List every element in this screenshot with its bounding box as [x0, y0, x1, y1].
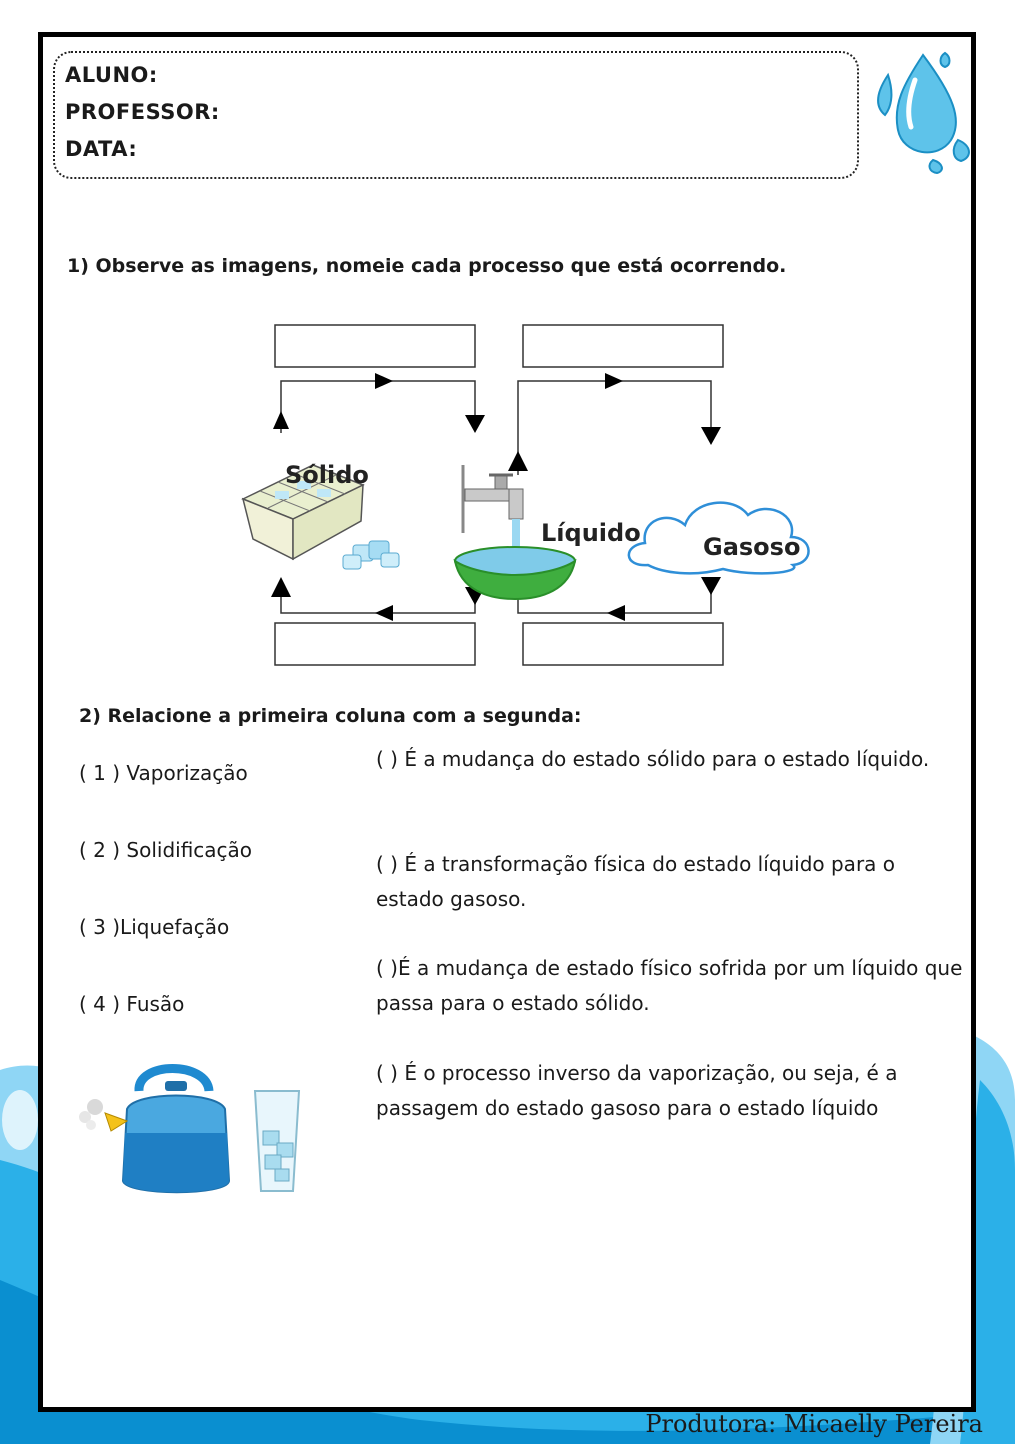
description-4[interactable]: ( ) É o processo inverso da vaporização, ou seja, é a passagem do estado gasoso para o estado líquido [376, 1061, 898, 1120]
arrow-loop-top-right [518, 381, 711, 475]
answer-box-bottom-right[interactable] [523, 623, 723, 665]
arrow-loop-top-left [281, 381, 475, 433]
teacher-label: PROFESSOR: [65, 100, 220, 124]
arrow-head [375, 605, 393, 621]
worksheet [38, 32, 976, 1412]
state-label-liquid: Líquido [541, 519, 641, 547]
header-box [53, 51, 859, 179]
option-3: ( 3 )Liquefação [79, 915, 230, 939]
state-label-solid: Sólido [285, 461, 369, 489]
ice-cubes-icon [343, 541, 399, 569]
producer-credit: Produtora: Micaelly Pereira [645, 1410, 983, 1438]
arrow-head [701, 577, 721, 595]
states-of-matter-diagram [193, 315, 813, 675]
arrow-loop-bottom-left [281, 595, 475, 613]
faucet-icon [463, 465, 523, 553]
kettle-icon [79, 1069, 229, 1193]
option-1: ( 1 ) Vaporização [79, 761, 248, 785]
arrow-head [465, 415, 485, 433]
arrow-head [271, 577, 291, 597]
description-3[interactable]: ( )É a mudança de estado físico sofrida por um líquido que passa para o estado sólido. [376, 956, 963, 1015]
answer-box-bottom-left[interactable] [275, 623, 475, 665]
kettle-and-ice-glass-illustration [77, 1051, 307, 1201]
arrow-head [701, 427, 721, 445]
description-2[interactable]: ( ) É a transformação física do estado líquido para o estado gasoso. [376, 852, 896, 911]
arrow-head [375, 373, 393, 389]
date-label: DATA: [65, 137, 138, 161]
question-2-prompt: 2) Relacione a primeira coluna com a segunda: [79, 705, 582, 727]
arrow-head [273, 411, 289, 429]
state-label-gas: Gasoso [703, 533, 801, 561]
option-4: ( 4 ) Fusão [79, 992, 185, 1016]
answer-box-top-right[interactable] [523, 325, 723, 367]
option-2: ( 2 ) Solidificação [79, 838, 253, 862]
arrow-head [508, 451, 528, 471]
student-label: ALUNO: [65, 63, 158, 87]
water-drop-icon [863, 45, 973, 175]
ice-glass-icon [255, 1091, 299, 1191]
description-1[interactable]: ( ) É a mudança do estado sólido para o estado líquido. [376, 747, 930, 771]
arrow-head [605, 373, 623, 389]
arrow-head [607, 605, 625, 621]
answer-box-top-left[interactable] [275, 325, 475, 367]
question-1-prompt: 1) Observe as imagens, nomeie cada processo que está ocorrendo. [67, 255, 787, 277]
